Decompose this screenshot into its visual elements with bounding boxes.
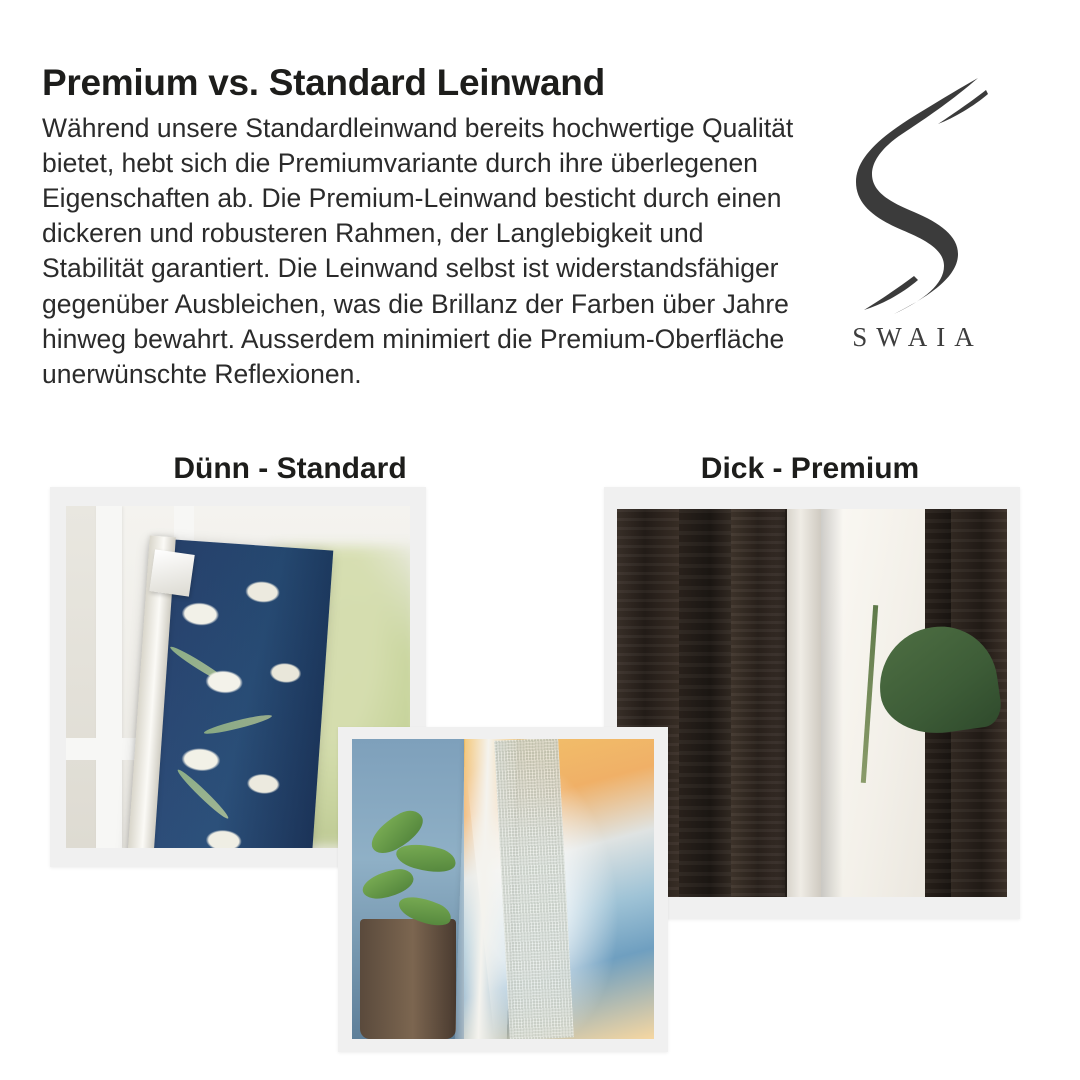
canvas-edge-detail-photo <box>352 739 654 1039</box>
header-text-block <box>42 62 812 392</box>
premium-canvas-photo <box>617 509 1007 897</box>
swaia-s-monogram-icon <box>828 70 998 320</box>
photo-card-edge-detail <box>338 727 668 1052</box>
brand-logo <box>818 70 1008 370</box>
description-paragraph: Während unsere Standardleinwand bereits hochwertige Qualität bietet, hebt sich die Premiumvariante durch ihre überlegenen Eigenschaften ab. Die Premium-Leinwand besticht durch einen dickeren und robusteren Rahmen, der Langlebigkeit und Stabilität garantiert. Die Leinwand selbst ist widerstandsfähiger gegenüber Ausbleichen, was die Brillanz der Farben über Jahre hinweg bewahrt. Ausserdem minimiert die Premium-Oberfläche unerwünschte Reflexionen. <box>42 112 794 390</box>
caption-premium: Dick - Premium <box>700 452 920 485</box>
caption-standard: Dünn - Standard <box>173 452 407 485</box>
brand-name: SWAIA <box>852 322 983 352</box>
page-title: Premium vs. Standard Leinwand <box>42 62 605 103</box>
